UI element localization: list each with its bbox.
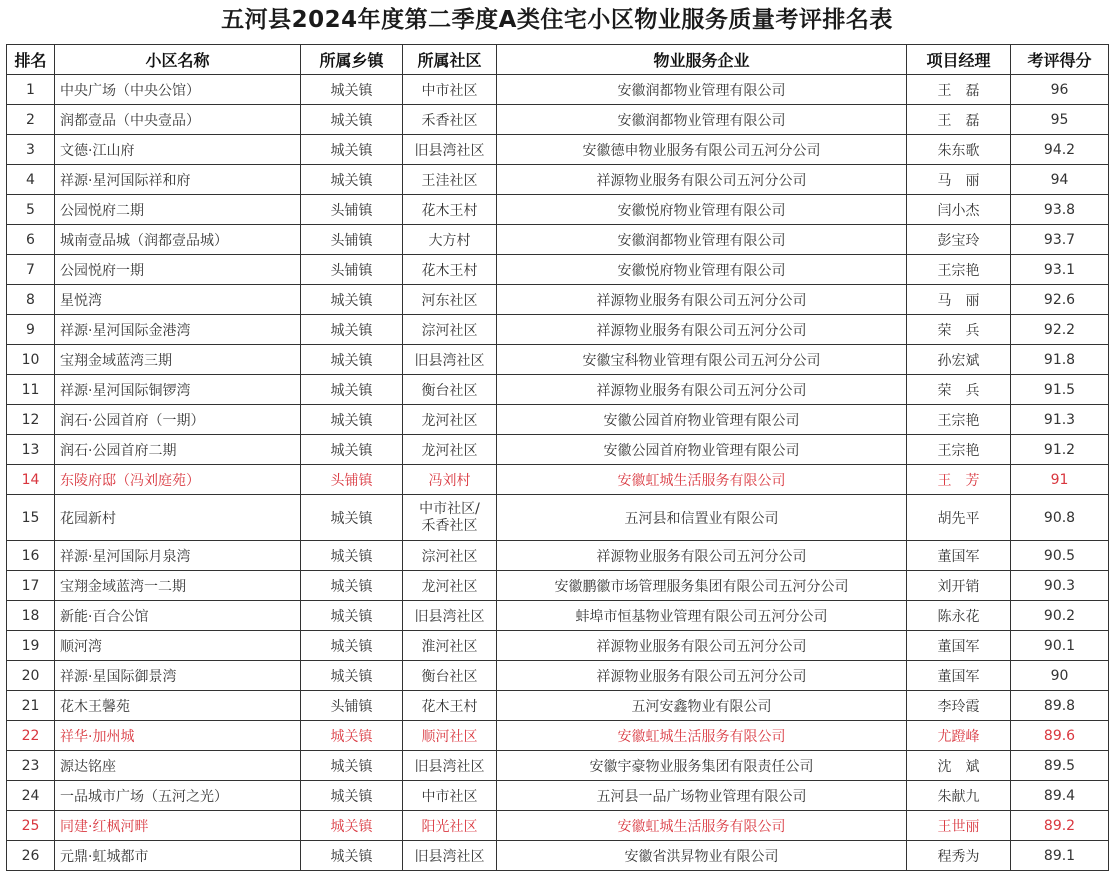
community-cell: 冯刘村 xyxy=(403,465,497,495)
manager-cell: 王宗艳 xyxy=(907,255,1011,285)
table-row xyxy=(7,781,1109,811)
community-name-cell: 顺河湾 xyxy=(55,631,301,661)
manager-cell: 朱东歌 xyxy=(907,135,1011,165)
town-cell: 头铺镇 xyxy=(301,255,403,285)
community-name-cell: 东陵府邸（冯刘庭苑） xyxy=(55,465,301,495)
table-row xyxy=(7,721,1109,751)
table-row xyxy=(7,195,1109,225)
town-cell: 城关镇 xyxy=(301,135,403,165)
community-cell: 衡台社区 xyxy=(403,661,497,691)
rank-cell: 3 xyxy=(7,135,55,165)
town-cell: 城关镇 xyxy=(301,571,403,601)
community-cell: 淮河社区 xyxy=(403,631,497,661)
manager-cell: 彭宝玲 xyxy=(907,225,1011,255)
table-row xyxy=(7,75,1109,105)
manager-cell: 王世丽 xyxy=(907,811,1011,841)
town-cell: 头铺镇 xyxy=(301,195,403,225)
manager-cell: 马 丽 xyxy=(907,285,1011,315)
company-cell: 安徽省洪昇物业有限公司 xyxy=(497,841,907,871)
town-cell: 城关镇 xyxy=(301,75,403,105)
company-cell: 蚌埠市恒基物业管理有限公司五河分公司 xyxy=(497,601,907,631)
score-cell: 90.2 xyxy=(1011,601,1109,631)
community-name-cell: 公园悦府一期 xyxy=(55,255,301,285)
community-name-cell: 元鼎·虹城都市 xyxy=(55,841,301,871)
rank-cell: 5 xyxy=(7,195,55,225)
community-name-cell: 新能·百合公馆 xyxy=(55,601,301,631)
community-name-cell: 祥华·加州城 xyxy=(55,721,301,751)
community-cell: 中市社区 xyxy=(403,781,497,811)
company-cell: 安徽润都物业管理有限公司 xyxy=(497,75,907,105)
score-cell: 93.1 xyxy=(1011,255,1109,285)
rank-cell: 8 xyxy=(7,285,55,315)
score-cell: 89.6 xyxy=(1011,721,1109,751)
col-header-rank: 排名 xyxy=(7,45,55,75)
company-cell: 祥源物业服务有限公司五河分公司 xyxy=(497,315,907,345)
town-cell: 城关镇 xyxy=(301,375,403,405)
table-row xyxy=(7,255,1109,285)
rank-cell: 11 xyxy=(7,375,55,405)
community-cell: 旧县湾社区 xyxy=(403,751,497,781)
community-name-cell: 城南壹品城（润都壹品城） xyxy=(55,225,301,255)
manager-cell: 荣 兵 xyxy=(907,375,1011,405)
manager-cell: 王 磊 xyxy=(907,105,1011,135)
table-row xyxy=(7,165,1109,195)
score-cell: 92.2 xyxy=(1011,315,1109,345)
community-cell: 中市社区 xyxy=(403,75,497,105)
community-cell: 花木王村 xyxy=(403,195,497,225)
col-header-manager: 项目经理 xyxy=(907,45,1011,75)
community-cell: 大方村 xyxy=(403,225,497,255)
community-cell: 旧县湾社区 xyxy=(403,601,497,631)
table-row xyxy=(7,105,1109,135)
table-row xyxy=(7,571,1109,601)
table-row xyxy=(7,345,1109,375)
header-row xyxy=(7,45,1109,75)
table-row xyxy=(7,315,1109,345)
manager-cell: 王宗艳 xyxy=(907,435,1011,465)
community-name-cell: 星悦湾 xyxy=(55,285,301,315)
town-cell: 城关镇 xyxy=(301,165,403,195)
table-row xyxy=(7,225,1109,255)
company-cell: 祥源物业服务有限公司五河分公司 xyxy=(497,541,907,571)
company-cell: 安徽润都物业管理有限公司 xyxy=(497,105,907,135)
company-cell: 安徽润都物业管理有限公司 xyxy=(497,225,907,255)
score-cell: 90.8 xyxy=(1011,495,1109,541)
manager-cell: 董国军 xyxy=(907,661,1011,691)
town-cell: 城关镇 xyxy=(301,315,403,345)
score-cell: 89.1 xyxy=(1011,841,1109,871)
town-cell: 城关镇 xyxy=(301,541,403,571)
company-cell: 祥源物业服务有限公司五河分公司 xyxy=(497,285,907,315)
community-cell: 龙河社区 xyxy=(403,571,497,601)
col-header-community: 所属社区 xyxy=(403,45,497,75)
community-cell: 龙河社区 xyxy=(403,435,497,465)
manager-cell: 王宗艳 xyxy=(907,405,1011,435)
score-cell: 91.8 xyxy=(1011,345,1109,375)
rank-cell: 17 xyxy=(7,571,55,601)
table-body xyxy=(7,75,1109,871)
community-name-cell: 祥源·星河国际金港湾 xyxy=(55,315,301,345)
score-cell: 93.8 xyxy=(1011,195,1109,225)
community-name-cell: 润都壹品（中央壹品） xyxy=(55,105,301,135)
manager-cell: 马 丽 xyxy=(907,165,1011,195)
town-cell: 城关镇 xyxy=(301,435,403,465)
score-cell: 90.5 xyxy=(1011,541,1109,571)
community-cell: 花木王村 xyxy=(403,691,497,721)
company-cell: 安徽鹏徽市场管理服务集团有限公司五河分公司 xyxy=(497,571,907,601)
community-cell: 龙河社区 xyxy=(403,405,497,435)
community-name-cell: 同建·红枫河畔 xyxy=(55,811,301,841)
community-cell xyxy=(403,495,497,541)
table-row xyxy=(7,375,1109,405)
town-cell: 城关镇 xyxy=(301,661,403,691)
community-name-cell: 宝翔金域蓝湾一二期 xyxy=(55,571,301,601)
score-cell: 91.3 xyxy=(1011,405,1109,435)
rank-cell: 23 xyxy=(7,751,55,781)
manager-cell: 朱献九 xyxy=(907,781,1011,811)
community-cell: 旧县湾社区 xyxy=(403,841,497,871)
town-cell: 头铺镇 xyxy=(301,465,403,495)
ranking-table xyxy=(6,44,1109,871)
score-cell: 94 xyxy=(1011,165,1109,195)
town-cell: 城关镇 xyxy=(301,811,403,841)
company-cell: 祥源物业服务有限公司五河分公司 xyxy=(497,375,907,405)
manager-cell: 胡先平 xyxy=(907,495,1011,541)
score-cell: 96 xyxy=(1011,75,1109,105)
score-cell: 93.7 xyxy=(1011,225,1109,255)
rank-cell: 2 xyxy=(7,105,55,135)
rank-cell: 20 xyxy=(7,661,55,691)
community-line-2: 禾香社区 xyxy=(421,517,478,534)
community-name-cell: 花园新村 xyxy=(55,495,301,541)
company-cell: 安徽公园首府物业管理有限公司 xyxy=(497,435,907,465)
community-cell: 旧县湾社区 xyxy=(403,135,497,165)
manager-cell: 尤蹬峰 xyxy=(907,721,1011,751)
community-cell: 淙河社区 xyxy=(403,541,497,571)
rank-cell: 15 xyxy=(7,495,55,541)
community-cell: 淙河社区 xyxy=(403,315,497,345)
table-row xyxy=(7,405,1109,435)
company-cell: 安徽宝科物业管理有限公司五河分公司 xyxy=(497,345,907,375)
col-header-name: 小区名称 xyxy=(55,45,301,75)
table-row xyxy=(7,811,1109,841)
table-row xyxy=(7,691,1109,721)
community-name-cell: 祥源·星国际御景湾 xyxy=(55,661,301,691)
score-cell: 90.3 xyxy=(1011,571,1109,601)
score-cell: 89.4 xyxy=(1011,781,1109,811)
rank-cell: 25 xyxy=(7,811,55,841)
page-title: 五河县2024年度第二季度A类住宅小区物业服务质量考评排名表 xyxy=(221,7,893,33)
community-name-cell: 宝翔金域蓝湾三期 xyxy=(55,345,301,375)
community-name-cell: 中央广场（中央公馆） xyxy=(55,75,301,105)
company-cell: 安徽德申物业服务有限公司五河分公司 xyxy=(497,135,907,165)
rank-cell: 9 xyxy=(7,315,55,345)
company-cell: 五河县一品广场物业管理有限公司 xyxy=(497,781,907,811)
town-cell: 城关镇 xyxy=(301,405,403,435)
rank-cell: 14 xyxy=(7,465,55,495)
community-name-cell: 源达铭座 xyxy=(55,751,301,781)
town-cell: 城关镇 xyxy=(301,841,403,871)
company-cell: 祥源物业服务有限公司五河分公司 xyxy=(497,165,907,195)
table-row xyxy=(7,285,1109,315)
community-name-cell: 祥源·星河国际祥和府 xyxy=(55,165,301,195)
company-cell: 安徽虹城生活服务有限公司 xyxy=(497,721,907,751)
col-header-town: 所属乡镇 xyxy=(301,45,403,75)
table-row xyxy=(7,661,1109,691)
table-row xyxy=(7,135,1109,165)
town-cell: 城关镇 xyxy=(301,751,403,781)
community-name-cell: 祥源·星河国际月泉湾 xyxy=(55,541,301,571)
town-cell: 头铺镇 xyxy=(301,691,403,721)
table-row xyxy=(7,465,1109,495)
table-row xyxy=(7,841,1109,871)
rank-cell: 19 xyxy=(7,631,55,661)
rank-cell: 13 xyxy=(7,435,55,465)
town-cell: 城关镇 xyxy=(301,631,403,661)
rank-cell: 21 xyxy=(7,691,55,721)
community-name-cell: 一品城市广场（五河之光） xyxy=(55,781,301,811)
community-cell: 王洼社区 xyxy=(403,165,497,195)
score-cell: 92.6 xyxy=(1011,285,1109,315)
score-cell: 89.5 xyxy=(1011,751,1109,781)
town-cell: 城关镇 xyxy=(301,781,403,811)
score-cell: 95 xyxy=(1011,105,1109,135)
company-cell: 安徽虹城生活服务有限公司 xyxy=(497,465,907,495)
company-cell: 祥源物业服务有限公司五河分公司 xyxy=(497,661,907,691)
manager-cell: 董国军 xyxy=(907,541,1011,571)
community-cell: 旧县湾社区 xyxy=(403,345,497,375)
rank-cell: 24 xyxy=(7,781,55,811)
score-cell: 91 xyxy=(1011,465,1109,495)
community-cell: 河东社区 xyxy=(403,285,497,315)
score-cell: 89.2 xyxy=(1011,811,1109,841)
community-line-1: 中市社区/ xyxy=(419,500,480,517)
manager-cell: 闫小杰 xyxy=(907,195,1011,225)
col-header-company: 物业服务企业 xyxy=(497,45,907,75)
manager-cell: 李玲霞 xyxy=(907,691,1011,721)
table-row xyxy=(7,541,1109,571)
company-cell: 安徽悦府物业管理有限公司 xyxy=(497,195,907,225)
community-cell: 花木王村 xyxy=(403,255,497,285)
rank-cell: 7 xyxy=(7,255,55,285)
score-cell: 90 xyxy=(1011,661,1109,691)
table-row xyxy=(7,751,1109,781)
manager-cell: 沈 斌 xyxy=(907,751,1011,781)
town-cell: 城关镇 xyxy=(301,601,403,631)
rank-cell: 26 xyxy=(7,841,55,871)
town-cell: 城关镇 xyxy=(301,105,403,135)
rank-cell: 1 xyxy=(7,75,55,105)
table-row xyxy=(7,631,1109,661)
score-cell: 91.5 xyxy=(1011,375,1109,405)
manager-cell: 王 磊 xyxy=(907,75,1011,105)
community-cell: 顺河社区 xyxy=(403,721,497,751)
community-name-cell: 润石·公园首府（一期） xyxy=(55,405,301,435)
rank-cell: 10 xyxy=(7,345,55,375)
manager-cell: 孙宏斌 xyxy=(907,345,1011,375)
rank-cell: 4 xyxy=(7,165,55,195)
community-cell: 禾香社区 xyxy=(403,105,497,135)
rank-cell: 22 xyxy=(7,721,55,751)
community-cell: 衡台社区 xyxy=(403,375,497,405)
community-cell: 阳光社区 xyxy=(403,811,497,841)
company-cell: 安徽悦府物业管理有限公司 xyxy=(497,255,907,285)
rank-cell: 6 xyxy=(7,225,55,255)
company-cell: 安徽宇豪物业服务集团有限责任公司 xyxy=(497,751,907,781)
town-cell: 城关镇 xyxy=(301,345,403,375)
table-row xyxy=(7,601,1109,631)
company-cell: 五河县和信置业有限公司 xyxy=(497,495,907,541)
community-name-cell: 花木王馨苑 xyxy=(55,691,301,721)
town-cell: 城关镇 xyxy=(301,285,403,315)
manager-cell: 董国军 xyxy=(907,631,1011,661)
company-cell: 五河安鑫物业有限公司 xyxy=(497,691,907,721)
manager-cell: 程秀为 xyxy=(907,841,1011,871)
rank-cell: 16 xyxy=(7,541,55,571)
community-name-cell: 公园悦府二期 xyxy=(55,195,301,225)
score-cell: 90.1 xyxy=(1011,631,1109,661)
manager-cell: 陈永花 xyxy=(907,601,1011,631)
manager-cell: 刘开销 xyxy=(907,571,1011,601)
rank-cell: 12 xyxy=(7,405,55,435)
town-cell: 城关镇 xyxy=(301,495,403,541)
score-cell: 94.2 xyxy=(1011,135,1109,165)
company-cell: 安徽公园首府物业管理有限公司 xyxy=(497,405,907,435)
table-row xyxy=(7,495,1109,541)
town-cell: 头铺镇 xyxy=(301,225,403,255)
community-name-cell: 文德·江山府 xyxy=(55,135,301,165)
score-cell: 89.8 xyxy=(1011,691,1109,721)
table-row xyxy=(7,435,1109,465)
manager-cell: 荣 兵 xyxy=(907,315,1011,345)
company-cell: 安徽虹城生活服务有限公司 xyxy=(497,811,907,841)
community-name-cell: 润石·公园首府二期 xyxy=(55,435,301,465)
community-name-cell: 祥源·星河国际铜锣湾 xyxy=(55,375,301,405)
manager-cell: 王 芳 xyxy=(907,465,1011,495)
town-cell: 城关镇 xyxy=(301,721,403,751)
score-cell: 91.2 xyxy=(1011,435,1109,465)
rank-cell: 18 xyxy=(7,601,55,631)
col-header-score: 考评得分 xyxy=(1011,45,1109,75)
company-cell: 祥源物业服务有限公司五河分公司 xyxy=(497,631,907,661)
